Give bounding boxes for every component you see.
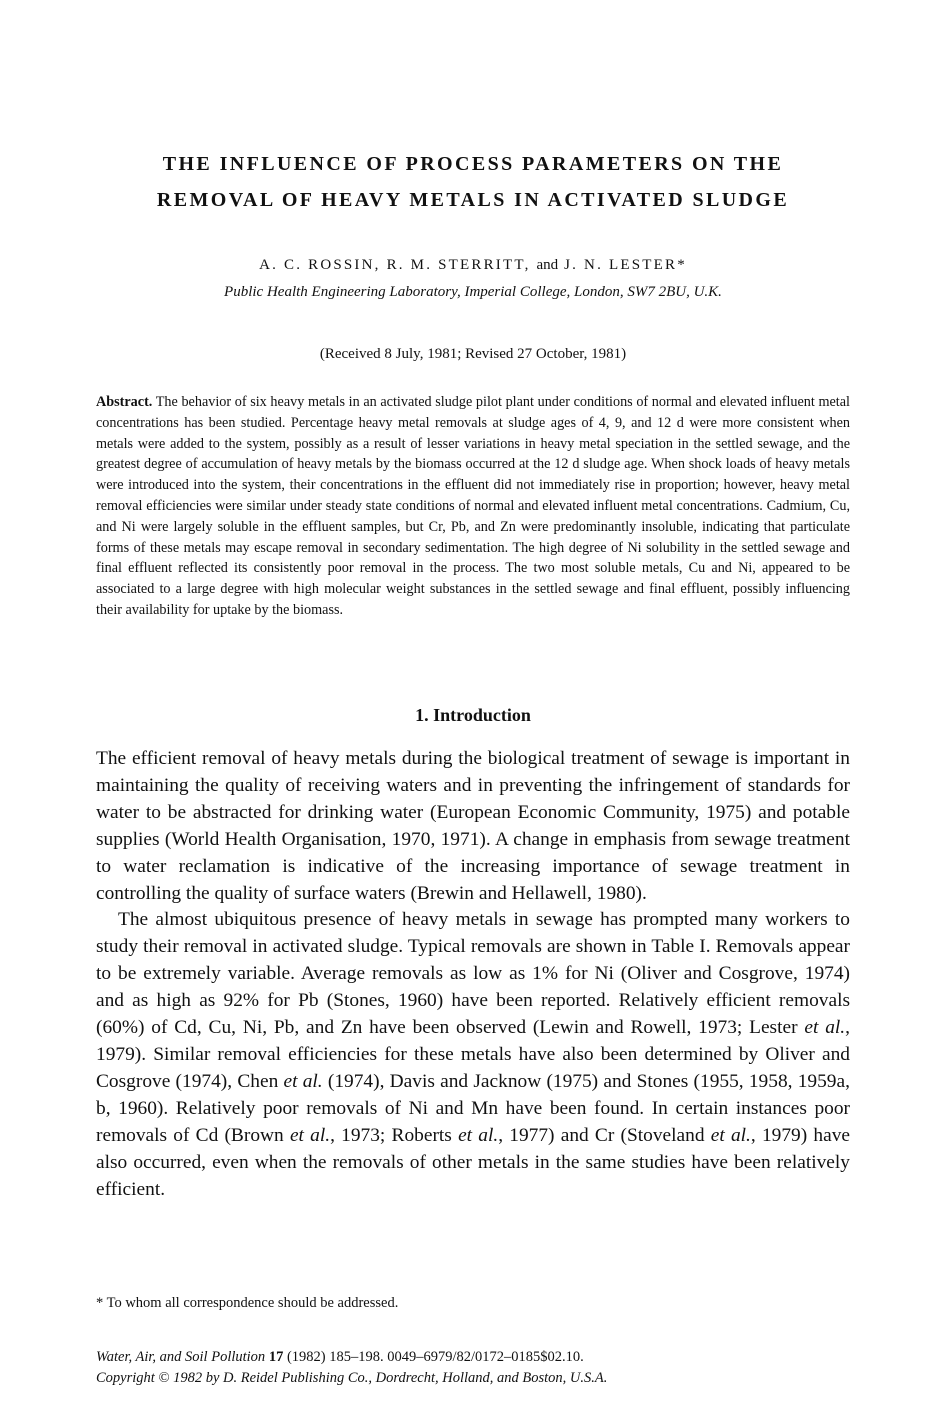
paragraph-2-text: , 1977) and Cr (Stoveland xyxy=(498,1124,705,1146)
paragraph-2-text: The almost ubiquitous presence of heavy metals in sewage has prompted many workers to study their removal in activated sludge. Typical removals are shown in Table I. Removals appear to be extremely variable. Average removals as low as 1% for Ni (Oliver and Cosgrove, 1974) and as high as 92% for Pb (Stones, 1960) have been reported. Relatively efficient removals (60%) of Cd, Cu, Ni, Pb, and Zn have been observed (Lewin and Rowell, 1973; Lester xyxy=(96,909,850,1039)
corresponding-author: J. N. LESTER* xyxy=(564,257,687,273)
article-title xyxy=(96,146,850,218)
paragraph-2-text: , 1973; Roberts xyxy=(330,1124,452,1146)
paragraph-2-text: (1974), Davis and Jacknow (1975) and Stones (1955, 1958, 1959a, b, 1960). Relatively poor removals of Ni and Mn have been found. In certain instances poor removals of Cd (Brown xyxy=(96,1070,850,1146)
footnote: * To whom all correspondence should be addressed. xyxy=(96,1295,399,1311)
received-dates: (Received 8 July, 1981; Revised 27 October, 1981) xyxy=(319,346,627,362)
paragraph-1: The efficient removal of heavy metals during the biological treatment of sewage is important in maintaining the quality of receiving waters and in preventing the infringement of standards for water to be abstracted for drinking water (European Economic Community, 1975) and potable supplies (World Health Organisation, 1970, 1971). A change in emphasis from sewage treatment to water reclamation is indicative of the increasing importance of sewage treatment in controlling the quality of surface waters (Brewin and Hellawell, 1980). xyxy=(96,748,850,904)
author-and: and xyxy=(536,257,559,273)
et-al: et al. xyxy=(710,1124,751,1146)
paragraph-2-text: , 1979). Similar removal efficiencies for these metals have also been determined by Oliver and Cosgrove (1974), Chen xyxy=(96,1017,850,1092)
author-names: A. C. ROSSIN, R. M. STERRITT, xyxy=(259,257,531,273)
citation-details: (1982) 185–198. 0049–6979/82/0172–0185$02.10. xyxy=(286,1349,584,1365)
et-al: et al. xyxy=(283,1070,323,1092)
journal-citation xyxy=(96,1347,850,1388)
section-heading-introduction: 1. Introduction xyxy=(415,705,531,725)
et-al: et al. xyxy=(458,1124,499,1146)
journal-volume: 17 xyxy=(268,1349,284,1365)
abstract xyxy=(96,392,850,621)
copyright-line: Copyright © 1982 by D. Reidel Publishing Co., Dordrecht, Holland, and Boston, U.S.A. xyxy=(96,1369,608,1386)
author-list xyxy=(96,255,850,275)
title-line-1: THE INFLUENCE OF PROCESS PARAMETERS ON THE xyxy=(162,153,784,175)
title-line-2: REMOVAL OF HEAVY METALS IN ACTIVATED SLUDGE xyxy=(156,189,790,211)
abstract-label: Abstract. xyxy=(96,394,153,410)
et-al: et al. xyxy=(804,1017,846,1039)
journal-name: Water, Air, and Soil Pollution xyxy=(96,1349,266,1365)
et-al: et al. xyxy=(289,1124,331,1146)
citation-line xyxy=(96,1347,850,1368)
paragraph-2 xyxy=(96,907,850,1203)
abstract-text: The behavior of six heavy metals in an activated sludge pilot plant under conditions of normal and elevated influent metal concentrations has been studied. Percentage heavy metal removals at sludge ages of 4, 9, and 12 d were more consistent when metals were added to the system, possibly as a result of lesser variations in heavy metal speciation in the settled sewage, and the greatest degree of accumulation of heavy metals by the biomass occurred at the 12 d sludge age. When shock loads of heavy metals were introduced into the system, their concentrations in the effluent did not immediately rise in proportion; however, heavy metal removal efficiencies were similar under steady state conditions of normal and elevated influent metal concentrations. Cadmium, Cu, and Ni were largely soluble in the effluent samples, but Cr, Pb, and Zn were predominantly insoluble, indicating that particulate forms of these metals may escape removal in secondary sedimentation. The high degree of Ni solubility in the settled sewage and final effluent reflected its consistently poor removal in the process. The two most soluble metals, Cu and Ni, appeared to be associated to a large degree with high molecular weight substances in the settled sewage and final effluent, possibly influencing their availability for uptake by the biomass. xyxy=(96,394,850,618)
introduction-body xyxy=(96,746,850,1203)
paragraph-2-text: , 1979) have also occurred, even when the removals of other metals in the same studies have been relatively efficient. xyxy=(96,1124,850,1200)
affiliation: Public Health Engineering Laboratory, Imperial College, London, SW7 2BU, U.K. xyxy=(224,284,722,300)
